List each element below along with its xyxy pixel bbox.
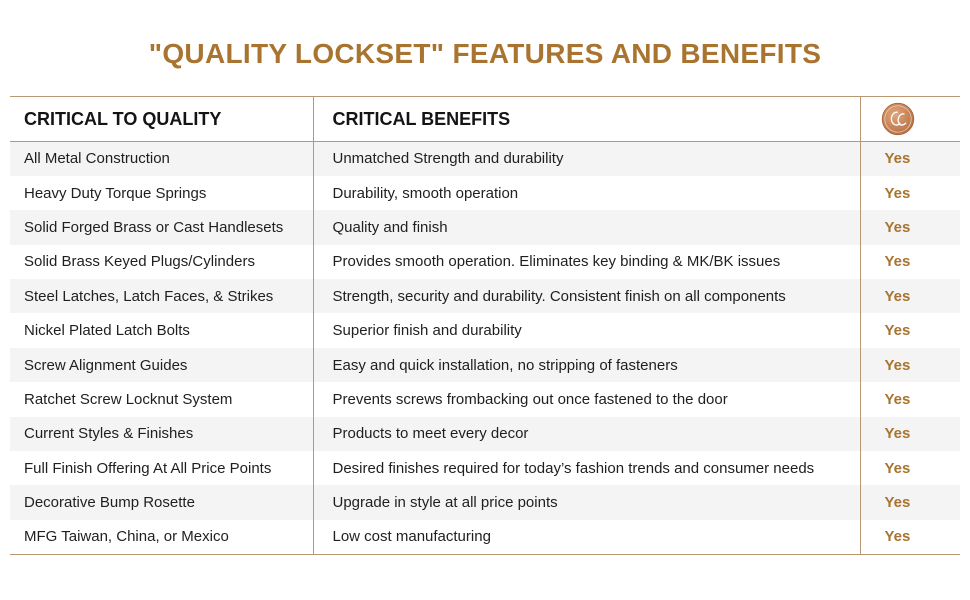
table-row <box>10 451 960 485</box>
status-cell: Yes <box>860 279 960 313</box>
feature-cell: Decorative Bump Rosette <box>10 485 313 519</box>
benefit-cell: Provides smooth operation. Eliminates key binding & MK/BK issues <box>313 245 860 279</box>
status-cell: Yes <box>860 176 960 210</box>
table-body <box>10 142 960 555</box>
feature-cell: Heavy Duty Torque Springs <box>24 184 207 202</box>
table-header-row <box>10 97 960 142</box>
benefit-cell: Durability, smooth operation <box>313 176 860 210</box>
header-critical-to-quality: CRITICAL TO QUALITY <box>24 108 222 129</box>
benefit-cell: Desired finishes required for today’s fashion trends and consumer needs <box>313 451 860 485</box>
table-row <box>10 520 960 554</box>
benefit-cell: Superior finish and durability <box>313 313 860 347</box>
features-table-container <box>10 96 960 555</box>
feature-cell: Full Finish Offering At All Price Points <box>24 459 272 477</box>
feature-cell: MFG Taiwan, China, or Mexico <box>24 528 229 546</box>
table-row <box>10 417 960 451</box>
benefit-cell: Strength, security and durability. Consistent finish on all components <box>313 279 860 313</box>
feature-cell: Solid Brass Keyed Plugs/Cylinders <box>24 253 255 271</box>
status-cell: Yes <box>860 245 960 279</box>
benefit-cell: Easy and quick installation, no stripping of fasteners <box>313 348 860 382</box>
table-row <box>10 176 960 210</box>
status-cell: Yes <box>860 210 960 244</box>
table-row <box>10 348 960 382</box>
benefit-cell: Products to meet every decor <box>313 417 860 451</box>
page-title: "QUALITY LOCKSET" FEATURES AND BENEFITS <box>148 38 822 69</box>
status-cell: Yes <box>860 451 960 485</box>
status-cell: Yes <box>860 485 960 519</box>
benefit-cell: Upgrade in style at all price points <box>313 485 860 519</box>
feature-cell: Screw Alignment Guides <box>10 348 313 382</box>
table-row <box>10 313 960 347</box>
benefit-cell: Low cost manufacturing <box>313 520 860 554</box>
feature-cell: Nickel Plated Latch Bolts <box>24 322 190 340</box>
table-row <box>10 485 960 519</box>
feature-cell: All Metal Construction <box>10 142 313 176</box>
benefit-cell: Quality and finish <box>313 210 860 244</box>
table-row <box>10 210 960 244</box>
table-row <box>10 279 960 313</box>
feature-cell: Steel Latches, Latch Faces, & Strikes <box>10 279 313 313</box>
header-logo-cell <box>860 97 960 142</box>
feature-cell: Solid Forged Brass or Cast Handlesets <box>10 210 313 244</box>
feature-cell: Ratchet Screw Locknut System <box>24 390 233 408</box>
table-row <box>10 245 960 279</box>
status-cell: Yes <box>860 142 960 176</box>
status-cell: Yes <box>860 382 960 416</box>
feature-cell: Current Styles & Finishes <box>10 417 313 451</box>
benefit-cell: Prevents screws frombacking out once fastened to the door <box>313 382 860 416</box>
cc-logo-icon <box>881 102 915 136</box>
table-row <box>10 142 960 176</box>
status-cell: Yes <box>860 520 960 554</box>
status-cell: Yes <box>860 313 960 347</box>
features-table <box>10 96 960 555</box>
benefit-cell: Unmatched Strength and durability <box>313 142 860 176</box>
status-cell: Yes <box>860 417 960 451</box>
header-critical-benefits: CRITICAL BENEFITS <box>313 97 860 142</box>
status-cell: Yes <box>860 348 960 382</box>
table-row <box>10 382 960 416</box>
